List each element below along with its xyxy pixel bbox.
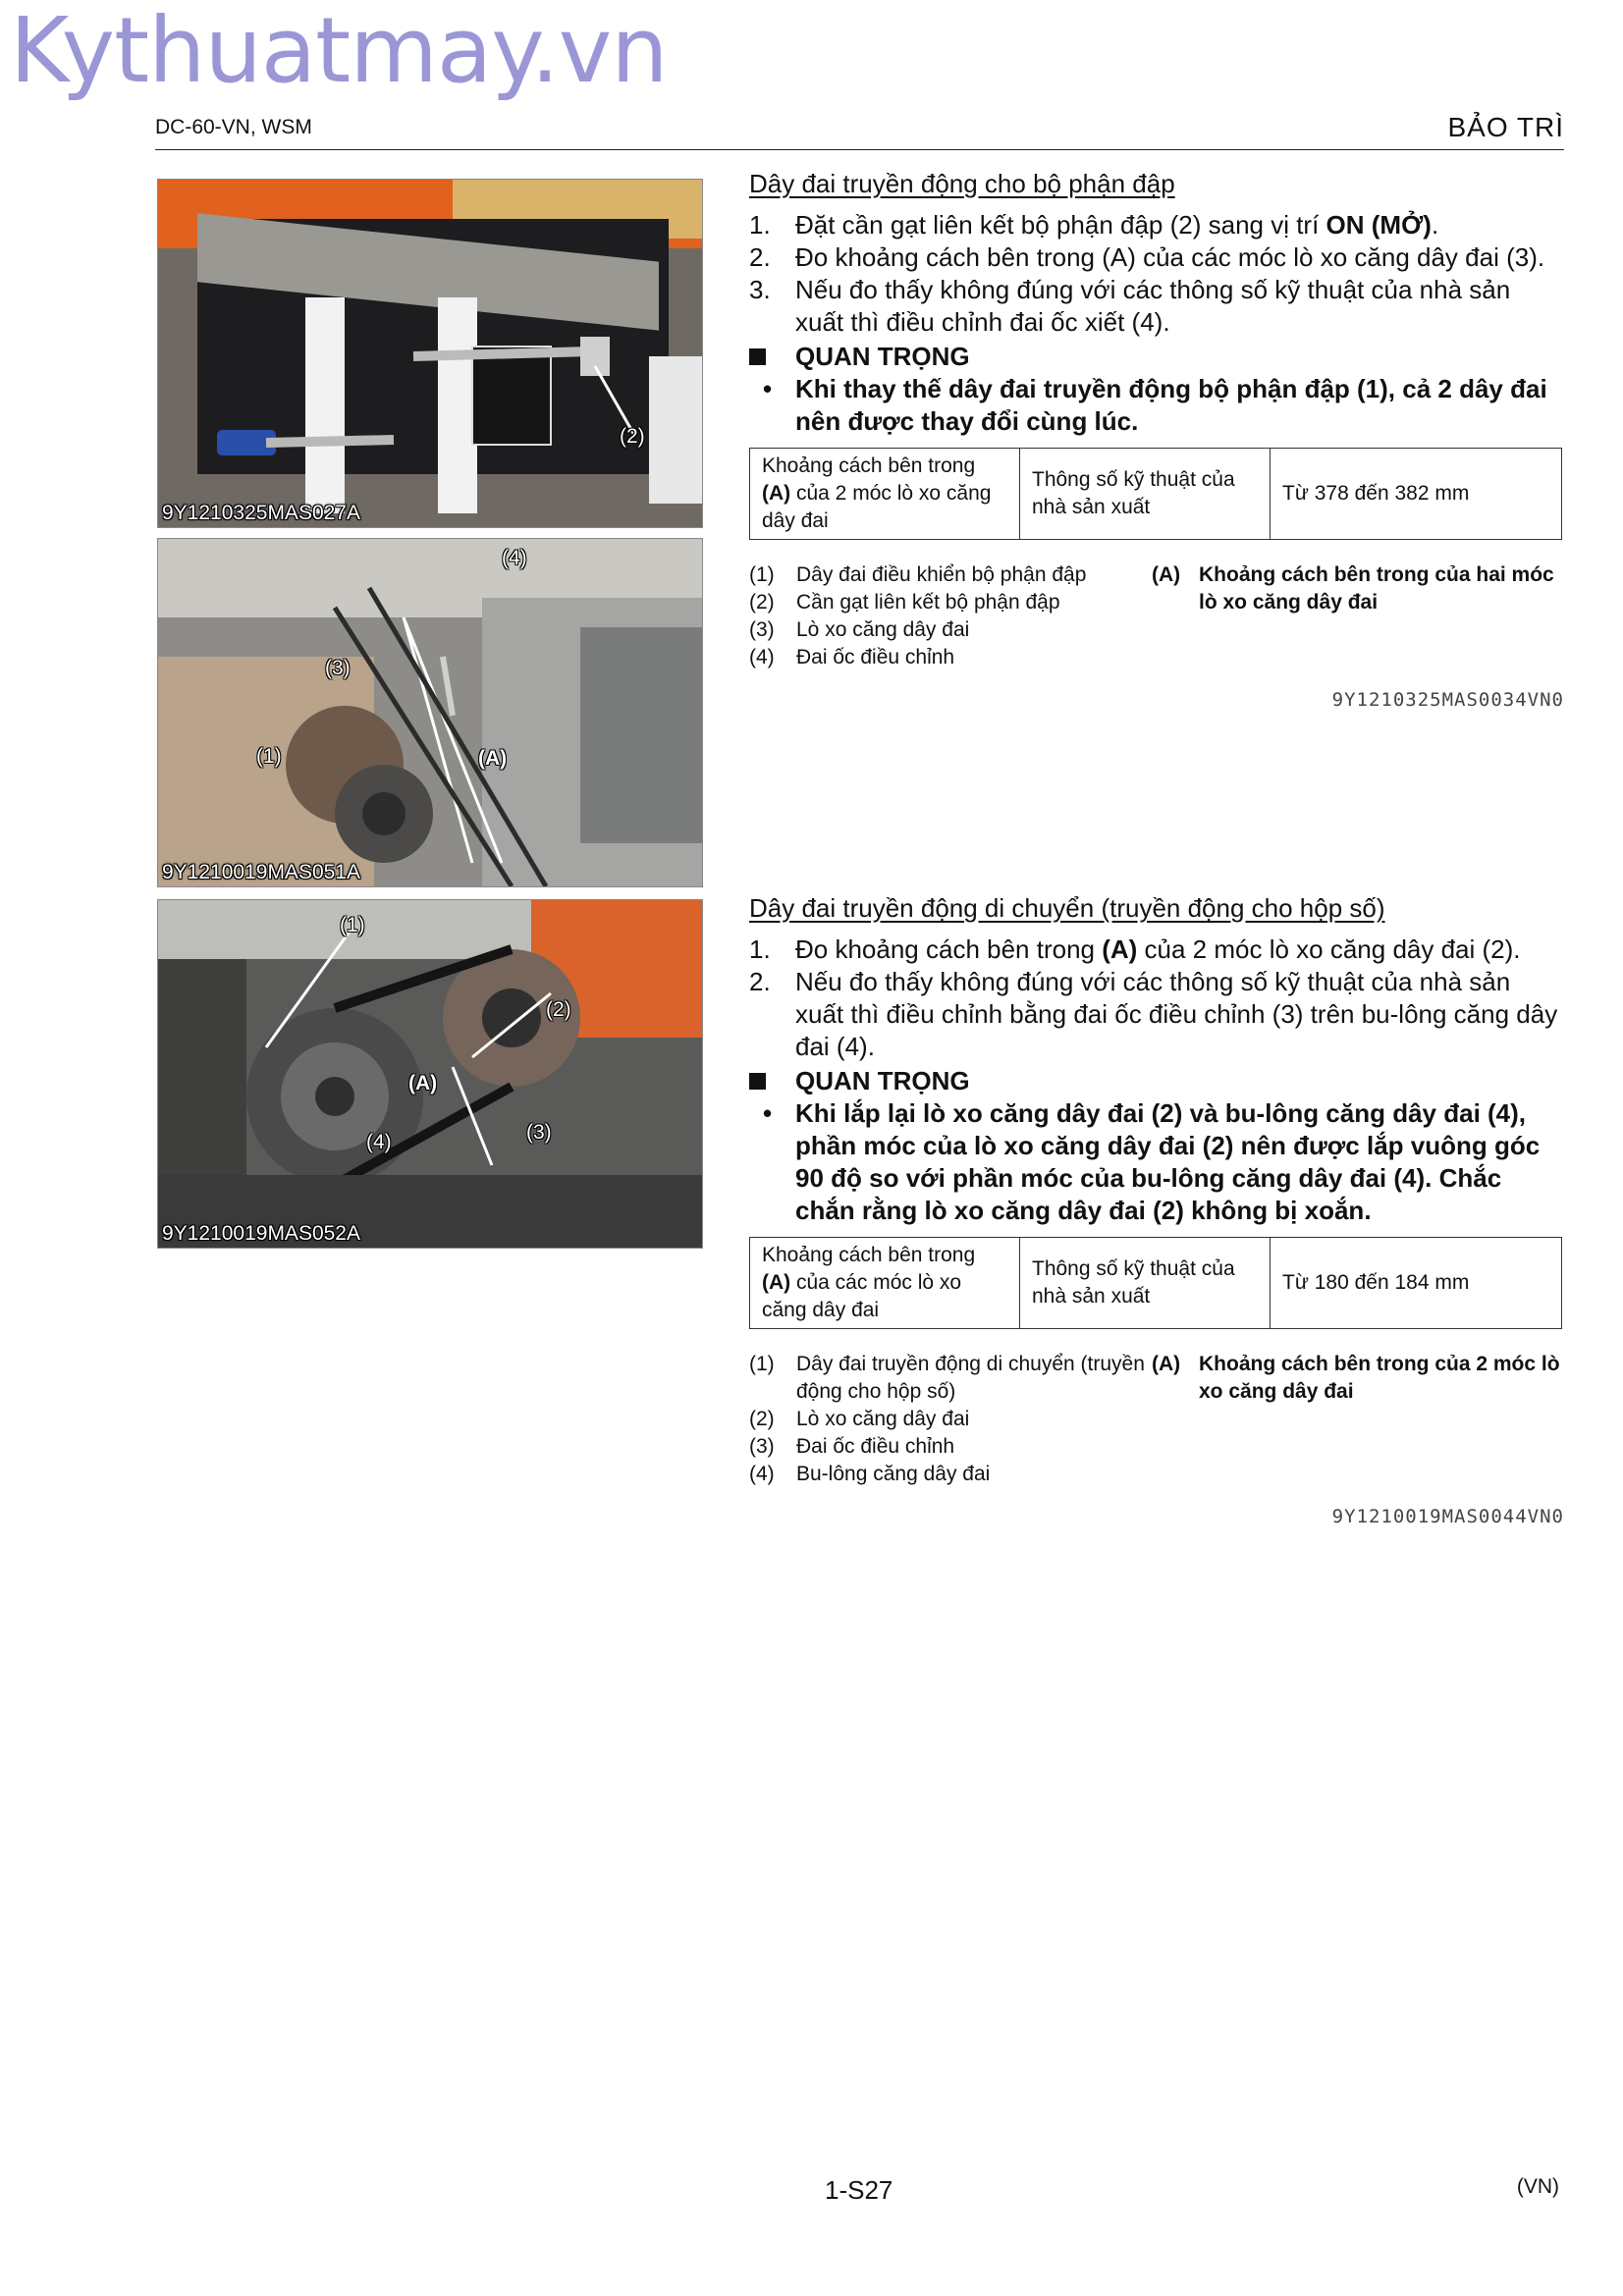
legend-item-a: (A) Khoảng cách bên trong của 2 móc lò xo căng dây đai <box>1152 1353 1560 1403</box>
photo-code: 9Y1210019MAS052A <box>162 1222 360 1245</box>
callout-label: (2) <box>546 998 571 1021</box>
section-title: Dây đai truyền động cho bộ phận đập <box>749 169 1175 198</box>
manual-code: DC-60-VN, WSM <box>155 116 312 138</box>
callout-label: (A) <box>478 747 508 770</box>
legend-item: (4) Bu-lông căng dây đai <box>749 1463 991 1485</box>
section-thresher-belt <box>749 169 1564 711</box>
bullet-dot-icon: • <box>763 1098 773 1128</box>
spec-value: Từ 180 đến 184 mm <box>1271 1238 1562 1329</box>
spec-value: Từ 378 đến 382 mm <box>1271 449 1562 540</box>
step-item: 1. Đặt cần gạt liên kết bộ phận đập (2) sang vị trí ON (MỞ). <box>749 210 1439 240</box>
legend-item: (1) Dây đai điều khiển bộ phận đập <box>749 563 1087 586</box>
photo-code: 9Y1210325MAS027A <box>162 502 360 524</box>
square-bullet-icon <box>749 348 766 365</box>
important-note: • Khi thay thế dây đai truyền động bộ phận đập (1), cả 2 dây đai nên được thay đổi cùng lúc. <box>763 374 1547 436</box>
photo-thresher-lever <box>157 179 703 528</box>
callout-label: (4) <box>502 547 527 569</box>
callout-label: (1) <box>340 914 365 936</box>
legend-item: (3) Đai ốc điều chỉnh <box>749 1435 955 1458</box>
spec-label: Thông số kỹ thuật của nhà sản xuất <box>1020 449 1271 540</box>
callout-label: (2) <box>620 425 645 448</box>
callout-label: (A) <box>408 1072 438 1095</box>
step-list <box>749 934 1564 1063</box>
photo-travel-belt <box>157 899 703 1249</box>
step-item: 2. Nếu đo thấy không đúng với các thông số kỹ thuật của nhà sản xuất thì điều chỉnh bằng đai ốc điều chỉnh (3) trên bu-lông căng dây đai (4). <box>749 967 1558 1061</box>
page-number: 1-S27 <box>825 2175 893 2205</box>
step-item: 3. Nếu đo thấy không đúng với các thông số kỹ thuật của nhà sản xuất thì điều chỉnh đai ốc xiết (4). <box>749 275 1511 337</box>
spec-table <box>749 448 1562 540</box>
legend <box>749 561 1564 671</box>
callout-label: (3) <box>526 1121 552 1144</box>
important-heading: QUAN TRỌNG <box>749 341 1564 373</box>
photo-code: 9Y1210019MAS051A <box>162 861 360 883</box>
important-note: • Khi lắp lại lò xo căng dây đai (2) và bu-lông căng dây đai (4), phần móc của lò xo căng dây đai (2) nên được lắp vuông góc 90 độ so với phần móc của bu-lông căng dây đai (4). Chắc chắn rằng lò xo căng dây đai (2) không bị xoắn. <box>763 1098 1541 1225</box>
document-code: 9Y1210325MAS0034VN0 <box>1331 689 1564 711</box>
callout-label: (4) <box>366 1131 392 1153</box>
important-heading: QUAN TRỌNG <box>749 1065 1564 1097</box>
legend-item: (1) Dây đai truyền động di chuyển (truyền động cho hộp số) <box>749 1353 1145 1403</box>
section-travel-belt <box>749 893 1564 1527</box>
language-tag: (VN) <box>1516 2175 1559 2198</box>
legend-item: (2) Lò xo căng dây đai <box>749 1408 970 1430</box>
legend-item-a: (A) Khoảng cách bên trong của hai móc lò xo căng dây đai <box>1152 563 1554 614</box>
watermark-logo: Kythuatmay.vn <box>10 0 668 103</box>
document-code: 9Y1210019MAS0044VN0 <box>1331 1506 1564 1527</box>
legend-item: (3) Lò xo căng dây đai <box>749 618 970 641</box>
spec-table <box>749 1237 1562 1329</box>
spec-item: Khoảng cách bên trong (A) của 2 móc lò xo căng dây đai <box>750 449 1020 540</box>
legend-item: (4) Đai ốc điều chỉnh <box>749 646 955 668</box>
bullet-dot-icon: • <box>763 374 773 403</box>
legend-item: (2) Cần gạt liên kết bộ phận đập <box>749 591 1060 614</box>
callout-label: (1) <box>256 745 282 768</box>
callout-label: (3) <box>325 657 351 679</box>
section-title: Dây đai truyền động di chuyển (truyền động cho hộp số) <box>749 893 1385 923</box>
spec-label: Thông số kỹ thuật của nhà sản xuất <box>1020 1238 1271 1329</box>
step-item: 2. Đo khoảng cách bên trong (A) của các móc lò xo căng dây đai (3). <box>749 242 1545 272</box>
step-list <box>749 209 1564 339</box>
legend <box>749 1351 1564 1488</box>
photo-thresher-belts <box>157 538 703 887</box>
spec-item: Khoảng cách bên trong (A) của các móc lò xo căng dây đai <box>750 1238 1020 1329</box>
header-rule <box>155 149 1564 150</box>
square-bullet-icon <box>749 1073 766 1090</box>
chapter-title: BẢO TRÌ <box>1447 112 1564 142</box>
step-item: 1. Đo khoảng cách bên trong (A) của 2 móc lò xo căng dây đai (2). <box>749 934 1521 964</box>
